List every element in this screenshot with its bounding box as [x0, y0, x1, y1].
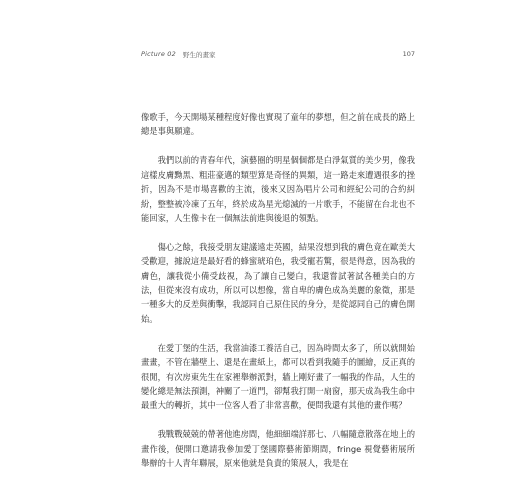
running-header — [141, 50, 415, 62]
page-number: 107 — [402, 50, 415, 58]
paragraph: 像歌手，今天開場某種程度好像也實現了童年的夢想，但之前在成長的路上總是事與願違。 — [141, 112, 415, 137]
header-chapter-title: 野生的畫家 — [183, 51, 216, 59]
paragraph: 我戰戰兢兢的帶著他進房間，他細細端詳那七、八幅隨意散落在地上的畫作後，便開口邀請我參加愛丁堡國際藝術節期間，fringe 視覺藝術展所舉辦的十人青年聯展，原來他就是負責的策展人，我是在 — [141, 429, 415, 469]
body-text — [141, 110, 415, 471]
paragraph: 傷心之餘，我接受朋友建議遠走英國，結果沒想到我的膚色竟在歐美大受歡迎，據說這是最好看的蜂蜜琥珀色，我受寵若驚，很是得意，因為我的膚色，讓我從小備受歧視，為了讓自己變白，我還嘗試著試各種美白的方法，但從來沒有成功，所以可以想像，當自卑的膚色成為美麗的象徵，那是一種多大的反差與衝擊，我認同自己原住民的身分，是從認同自己的膚色開始。 — [141, 241, 415, 324]
paragraph: 在愛丁堡的生活，我當油漆工養活自己，因為時間太多了，所以就開始畫畫，不管在牆壁上、還是在畫紙上，都可以看到我隨手的圖繪，反正真的很閒，有次房東先生在家裡舉辦派對，牆上剛好畫了一幅我的作品，人生的變化總是無法預測，神關了一道門，卻幫我打開一扇窗，那天成為我生命中最重大的轉折，其中一位客人看了非常喜歡，便問我還有其他的畫作嗎？ — [141, 342, 415, 411]
header-section-label: Picture 02 — [141, 50, 176, 58]
paragraph: 我們以前的青春年代，演藝圈的明星個個都是白淨氣質的美少男，像我這樣皮膚黝黑、粗莊豪邁的類型算是奇怪的異類，這一路走來遭遇很多的挫折，因為不是市場喜歡的主流，後來又因為唱片公司和經紀公司的合約糾紛，整整被冷凍了五年，終於成為星光熄滅的一片歌手，不能留在台北也不能回家，人生像卡在一個無法前進與後退的領點。 — [141, 155, 415, 223]
